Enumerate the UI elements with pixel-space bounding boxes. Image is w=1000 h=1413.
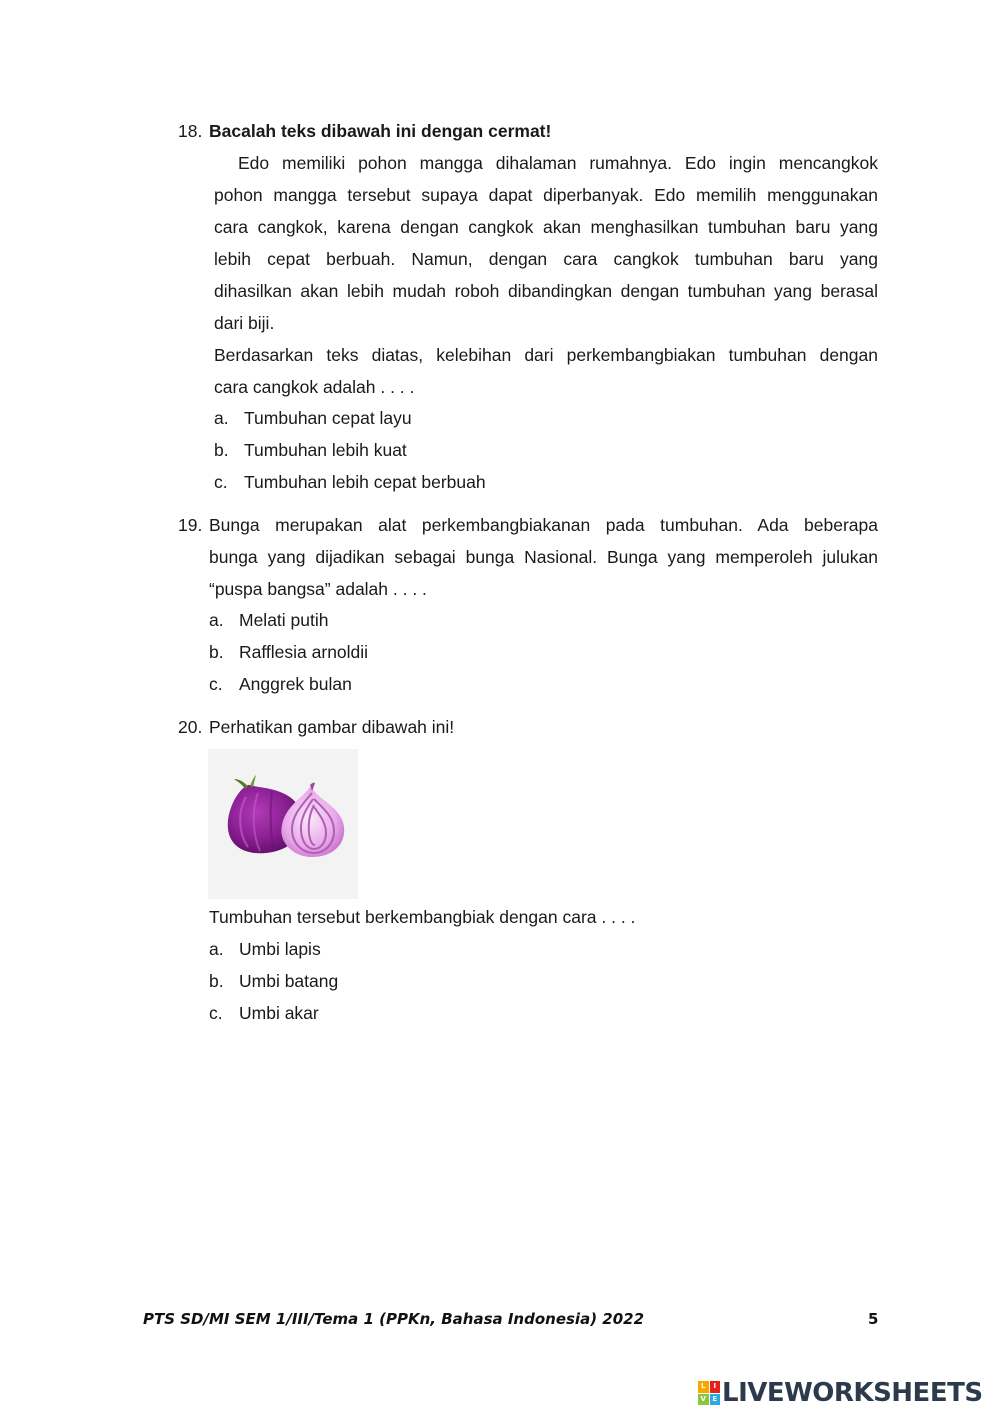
option-letter: c. bbox=[209, 1003, 223, 1023]
option-text: Umbi batang bbox=[239, 971, 339, 991]
option-text: Umbi akar bbox=[239, 1003, 319, 1023]
passage-line: cara cangkok, karena dengan cangkok akan menghasilkan tumbuhan baru yang bbox=[214, 217, 878, 237]
question-text-line: Bunga merupakan alat perkembangbiakanan pada tumbuhan. Ada beberapa bbox=[209, 515, 878, 535]
option-letter: b. bbox=[209, 642, 224, 662]
option-text: Melati putih bbox=[239, 610, 329, 630]
question-number: 18. bbox=[178, 121, 203, 141]
answer-option-b[interactable] bbox=[209, 642, 368, 663]
answer-option-a[interactable] bbox=[209, 610, 329, 631]
passage-line: dari biji. bbox=[214, 313, 275, 333]
option-letter: b. bbox=[214, 440, 229, 460]
option-text: Rafflesia arnoldii bbox=[239, 642, 369, 662]
question-number: 19. bbox=[178, 515, 203, 535]
option-text: Umbi lapis bbox=[239, 939, 321, 959]
question-text-line: “puspa bangsa” adalah . . . . bbox=[209, 579, 427, 599]
answer-option-c[interactable] bbox=[209, 1003, 319, 1024]
passage-line: dihasilkan akan lebih mudah roboh dibandingkan dengan tumbuhan yang berasal bbox=[214, 281, 878, 301]
passage-line: Edo memiliki pohon mangga dihalaman rumahnya. Edo ingin mencangkok bbox=[238, 153, 878, 173]
question-text-line: Tumbuhan tersebut berkembangbiak dengan cara . . . . bbox=[209, 907, 636, 927]
option-text: Anggrek bulan bbox=[239, 674, 352, 694]
page-number: 5 bbox=[868, 1310, 879, 1328]
answer-option-a[interactable] bbox=[209, 939, 321, 960]
question-instruction: Perhatikan gambar dibawah ini! bbox=[209, 717, 455, 737]
option-text: Tumbuhan lebih cepat berbuah bbox=[244, 472, 486, 492]
answer-option-c[interactable] bbox=[209, 674, 352, 695]
option-letter: a. bbox=[214, 408, 229, 428]
question-text-line: cara cangkok adalah . . . . bbox=[214, 377, 415, 397]
option-letter: a. bbox=[209, 610, 224, 630]
answer-option-c[interactable] bbox=[214, 472, 486, 493]
question-number: 20. bbox=[178, 717, 203, 737]
footer-title: PTS SD/MI SEM 1/III/Tema 1 (PPKn, Bahasa Indonesia) 2022 bbox=[143, 1310, 645, 1328]
red-onion-icon bbox=[208, 749, 358, 899]
option-text: Tumbuhan cepat layu bbox=[244, 408, 412, 428]
liveworksheets-logo[interactable] bbox=[698, 1378, 983, 1408]
option-letter: a. bbox=[209, 939, 224, 959]
question-text-line: Berdasarkan teks diatas, kelebihan dari perkembangbiakan tumbuhan dengan bbox=[214, 345, 878, 365]
option-letter: c. bbox=[209, 674, 223, 694]
passage-line: lebih cepat berbuah. Namun, dengan cara cangkok tumbuhan baru yang bbox=[214, 249, 878, 269]
question-instruction: Bacalah teks dibawah ini dengan cermat! bbox=[209, 121, 552, 141]
option-letter: c. bbox=[214, 472, 228, 492]
passage-line: pohon mangga tersebut supaya dapat diperbanyak. Edo memilih menggunakan bbox=[214, 185, 878, 205]
logo-text: LIVEWORKSHEETS bbox=[722, 1378, 983, 1408]
logo-mark-icon: L I V E bbox=[698, 1381, 720, 1405]
answer-option-b[interactable] bbox=[209, 971, 338, 992]
option-text: Tumbuhan lebih kuat bbox=[244, 440, 407, 460]
answer-option-b[interactable] bbox=[214, 440, 407, 461]
question-text-line: bunga yang dijadikan sebagai bunga Nasional. Bunga yang memperoleh julukan bbox=[209, 547, 878, 567]
answer-option-a[interactable] bbox=[214, 408, 412, 429]
option-letter: b. bbox=[209, 971, 224, 991]
